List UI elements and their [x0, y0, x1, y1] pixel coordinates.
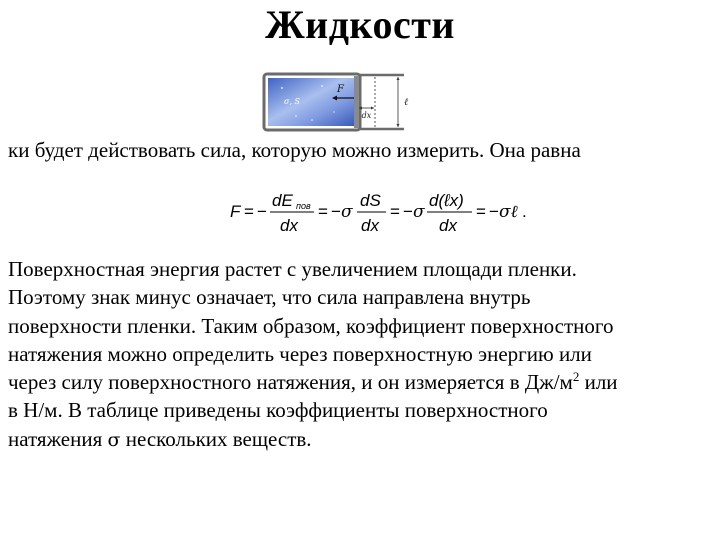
para-line-7-pre: натяжения — [8, 426, 108, 451]
para-line-5-pre: через силу поверхностного натяжения, и он измеряется в Дж/м — [8, 370, 573, 395]
formula-eq-4: = — [476, 202, 486, 221]
para-line-5-sup: 2 — [572, 369, 580, 385]
page-title: Жидкости — [265, 2, 455, 47]
para-line-3: поверхности пленки. Таким образом, коэффициент поверхностного — [8, 313, 614, 338]
length-label: ℓ — [404, 97, 409, 108]
formula-lhs: F — [230, 202, 241, 221]
para-line-7 — [8, 425, 716, 454]
formula-minus-2: − — [331, 202, 341, 221]
para-line-2: Поэтому знак минус означает, что сила направлена внутрь — [8, 285, 531, 310]
force-label: F — [337, 84, 344, 95]
formula-minus-1: − — [257, 202, 267, 221]
soap-film-frame-diagram — [262, 68, 422, 138]
para-line-7-post: нескольких веществ. — [120, 426, 312, 451]
formula-minus-3: − — [403, 202, 413, 221]
formula-sigma-2: σ — [413, 202, 425, 222]
formula-frac3-den: dx — [439, 216, 457, 235]
formula-dot: . — [522, 202, 527, 221]
para-line-1: Поверхностная энергия растет с увеличением площади пленки. — [8, 257, 577, 281]
formula-sigma-1: σ — [341, 202, 353, 222]
formula-frac1-sub: пов — [296, 201, 311, 211]
sigma-s-label: σ, S — [284, 97, 301, 106]
para-line-4: натяжения можно определить через поверхностную энергию или — [8, 341, 592, 366]
surface-tension-formula — [228, 184, 538, 240]
para-line-5 — [8, 368, 716, 396]
formula-eq-2: = — [318, 202, 328, 221]
formula-frac1-den: dx — [280, 216, 298, 235]
para-line-5-post: или — [579, 370, 618, 395]
formula-eq-3: = — [390, 202, 400, 221]
formula-frac2-num: dS — [360, 191, 381, 210]
formula-eq-1: = — [244, 202, 254, 221]
formula-frac3-num: d(ℓx) — [429, 191, 464, 210]
formula-tail: σℓ — [499, 202, 518, 222]
formula-frac2-den: dx — [361, 216, 379, 235]
dx-label: dx — [361, 111, 372, 120]
para-line-7-sigma: σ — [107, 428, 121, 451]
movable-crossbar — [354, 76, 359, 128]
formula-frac1-num: dE — [272, 191, 293, 210]
intro-text: ки будет действовать сила, которую можно измерить. Она равна — [8, 138, 581, 162]
para-line-6: в Н/м. В таблице приведены коэффициенты поверхностного — [8, 398, 548, 423]
body-paragraph — [8, 255, 716, 454]
formula-minus-4: − — [489, 202, 499, 221]
